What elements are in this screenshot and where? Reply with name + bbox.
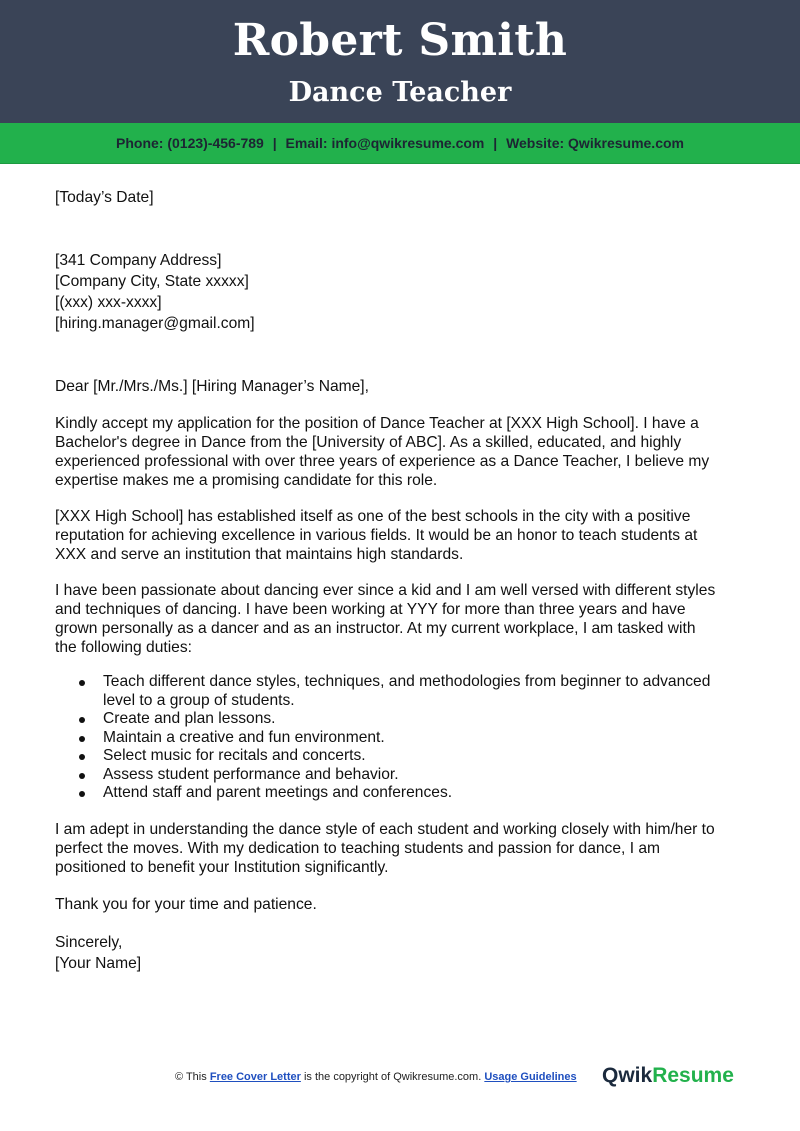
- copyright-text: © This: [175, 1071, 207, 1083]
- letter-body: [55, 187, 747, 974]
- list-item: [55, 747, 747, 766]
- list-item-text: Maintain a creative and fun environment.: [103, 728, 385, 746]
- paragraph-line: and techniques of dancing. I have been working at YYY for more than three years and have: [55, 601, 686, 618]
- paragraph-line: reputation for achieving excellence in various fields. It would be an honor to teach students at: [55, 527, 698, 544]
- list-item-text: Teach different dance styles, techniques, and methodologies from beginner to advanced: [103, 673, 711, 690]
- bullet-icon: [79, 791, 85, 797]
- paragraph-line: I am adept in understanding the dance style of each student and working closely with him/her to: [55, 820, 715, 838]
- bullet-icon: [79, 717, 85, 723]
- qwikresume-logo: [602, 1063, 734, 1089]
- duties-list: [55, 673, 747, 803]
- list-item: [55, 729, 747, 748]
- paragraph-line: grown personally as a dancer and as an instructor. At my current workplace, I am tasked with: [55, 620, 696, 637]
- paragraph-line: perfect the moves. With my dedication to teaching students and passion for dance, I am: [55, 839, 661, 857]
- bullet-icon: [79, 736, 85, 742]
- paragraph-closing: [55, 820, 747, 877]
- paragraph-line: expertise makes me a promising candidate for this role.: [55, 472, 438, 489]
- paragraph-line: I have been passionate about dancing ever since a kid and I am well versed with different styles: [55, 582, 716, 599]
- paragraph-line: XXX and serve an institution that maintains high standards.: [55, 546, 464, 563]
- address-line: [(xxx) xxx-xxxx]: [55, 294, 162, 311]
- contact-separator: |: [272, 135, 277, 151]
- list-item: [55, 766, 747, 785]
- paragraph-line: the following duties:: [55, 639, 192, 656]
- paragraph-line: Kindly accept my application for the position of Dance Teacher at [XXX High School]. I have a: [55, 415, 699, 432]
- logo-part-resume: Resume: [652, 1064, 734, 1087]
- paragraph-experience: [55, 581, 747, 657]
- contact-phone: Phone: (0123)-456-789: [116, 135, 264, 151]
- signature-name: [Your Name]: [55, 954, 142, 972]
- footer-copyright: [175, 1070, 577, 1084]
- closing-line: Sincerely,: [55, 933, 123, 951]
- contact-email: Email: info@qwikresume.com: [285, 135, 485, 151]
- list-item-text: level to a group of students.: [103, 691, 295, 709]
- letter-date: [Today’s Date]: [55, 189, 154, 206]
- list-item-text: Select music for recitals and concerts.: [103, 747, 366, 764]
- address-line: [Company City, State xxxxx]: [55, 273, 249, 290]
- list-item-text: Create and plan lessons.: [103, 710, 276, 727]
- list-item: [55, 673, 747, 710]
- paragraph-school: [55, 507, 747, 564]
- paragraph-line: experienced professional with over three years of experience as a Dance Teacher, I believe my: [55, 453, 710, 470]
- bullet-icon: [79, 680, 85, 686]
- paragraph-intro: [55, 414, 747, 490]
- paragraph-line: [XXX High School] has established itself as one of the best schools in the city with a positive: [55, 508, 691, 525]
- header-banner: [0, 0, 800, 123]
- address-line: [hiring.manager@gmail.com]: [55, 315, 255, 332]
- bullet-icon: [79, 754, 85, 760]
- list-item-text: Assess student performance and behavior.: [103, 765, 399, 783]
- candidate-name: Robert Smith: [232, 15, 568, 66]
- copyright-text: is the copyright of Qwikresume.com.: [303, 1071, 482, 1083]
- paragraph-line: Bachelor's degree in Dance from the [University of ABC]. As a skilled, educated, and highly: [55, 434, 682, 451]
- address-line: [341 Company Address]: [55, 252, 222, 269]
- contact-separator: |: [493, 135, 498, 151]
- paragraph-line: positioned to benefit your Institution significantly.: [55, 858, 389, 876]
- list-item: [55, 710, 747, 729]
- thanks-line: Thank you for your time and patience.: [55, 895, 317, 913]
- bullet-icon: [79, 773, 85, 779]
- list-item-text: Attend staff and parent meetings and conferences.: [103, 784, 453, 801]
- salutation: Dear [Mr./Mrs./Ms.] [Hiring Manager’s Name],: [55, 378, 369, 395]
- job-title: Dance Teacher: [288, 77, 512, 108]
- contact-bar: [0, 123, 800, 164]
- usage-guidelines-link[interactable]: Usage Guidelines: [484, 1071, 577, 1083]
- logo-part-qwik: Qwik: [602, 1064, 653, 1087]
- recipient-address: [55, 250, 747, 334]
- contact-website: Website: Qwikresume.com: [506, 135, 684, 151]
- list-item: [55, 784, 747, 803]
- free-cover-letter-link[interactable]: Free Cover Letter: [209, 1071, 301, 1083]
